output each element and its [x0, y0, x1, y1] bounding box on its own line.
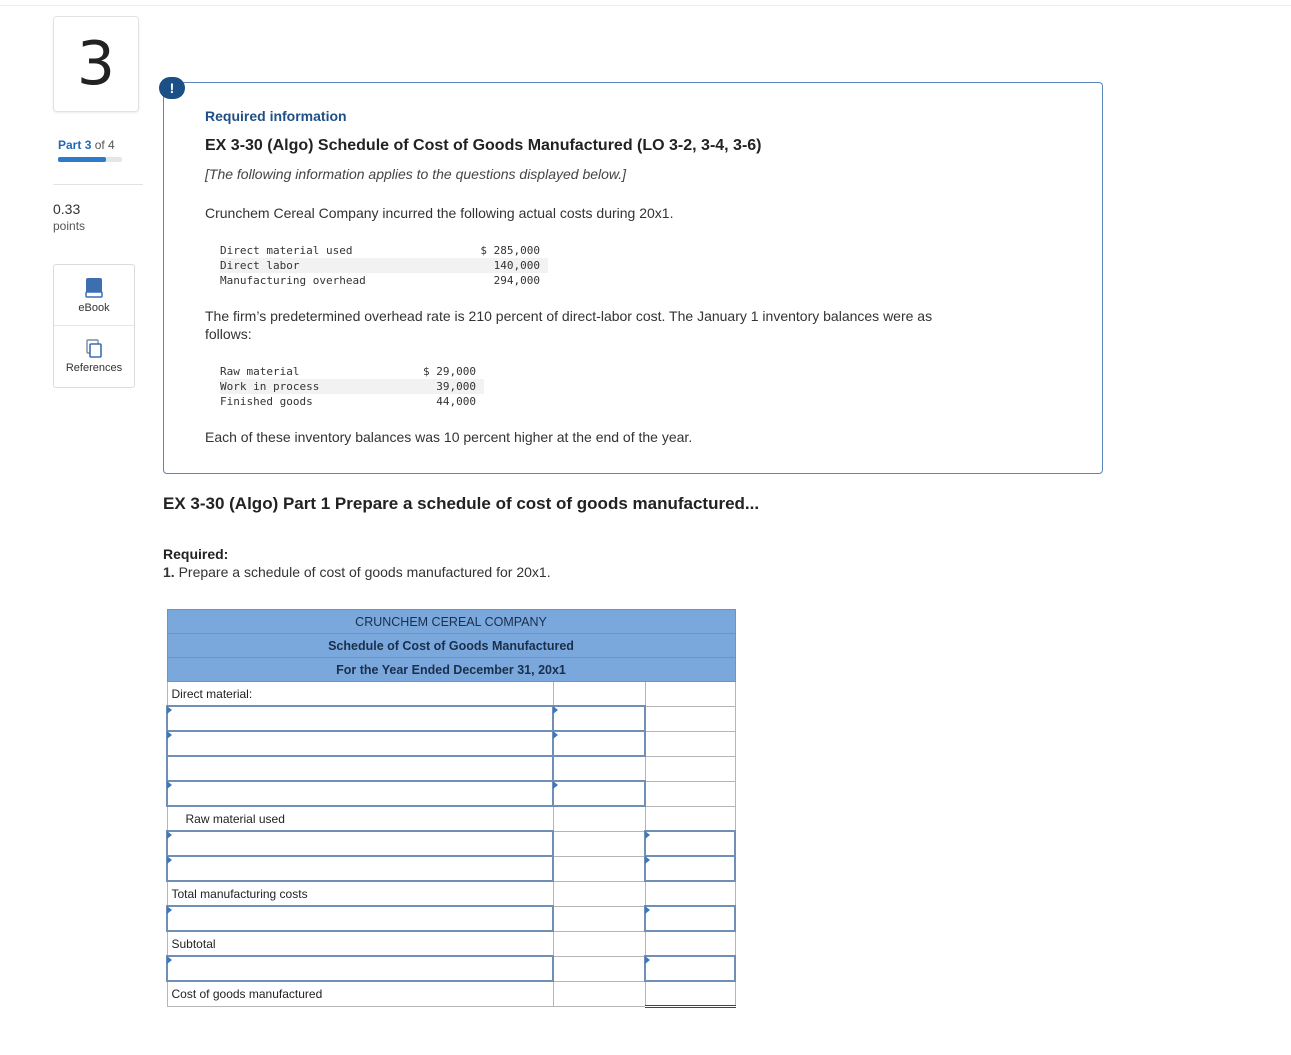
part-word: Part [58, 138, 82, 152]
header-row [167, 610, 735, 634]
cogm-schedule-table [166, 609, 736, 1008]
empty-cell [553, 806, 645, 831]
references-label: References [65, 362, 123, 374]
dropdown-arrow-icon [167, 781, 172, 789]
tools-panel [53, 264, 135, 388]
part-title: EX 3-30 (Algo) Part 1 Prepare a schedule of cost of goods manufactured... [163, 494, 760, 513]
wip-amount-input-1[interactable] [645, 906, 735, 931]
dropdown-arrow-icon [645, 831, 650, 839]
wip-label-input-1[interactable] [167, 906, 553, 931]
empty-cell [645, 731, 735, 756]
dropdown-arrow-icon [167, 906, 172, 914]
company-name: CRUNCHEM CEREAL COMPANY [167, 610, 735, 634]
inventory-value: 39,000 [410, 379, 484, 394]
wip-amount-field-1[interactable] [646, 907, 734, 930]
dm-label-input-3[interactable] [167, 756, 553, 781]
dm-amount-field-4[interactable] [554, 782, 644, 805]
cost-amount-field-1[interactable] [646, 832, 734, 855]
dm-label-input-2[interactable] [167, 731, 553, 756]
wip-amount-field-2[interactable] [646, 957, 734, 980]
dm-label-field-2[interactable] [168, 732, 552, 755]
table-row [167, 731, 735, 756]
wip-label-field-1[interactable] [168, 907, 552, 930]
empty-cell [553, 756, 645, 781]
table-row [167, 781, 735, 806]
ebook-label: eBook [78, 302, 110, 314]
cost-amount-field-2[interactable] [646, 857, 734, 880]
empty-cell [645, 881, 735, 906]
part-indicator [58, 138, 115, 152]
schedule-period: For the Year Ended December 31, 20x1 [167, 658, 735, 682]
intro-text: Crunchem Cereal Company incurred the following actual costs during 20x1. [205, 205, 674, 221]
header-row [167, 634, 735, 658]
part-of: of 4 [94, 138, 115, 152]
empty-cell [553, 981, 645, 1007]
cogm-total-cell [645, 981, 735, 1007]
table-row [167, 956, 735, 981]
dropdown-arrow-icon [645, 856, 650, 864]
cost-label: Direct material used [220, 244, 353, 257]
dropdown-arrow-icon [645, 956, 650, 964]
alert-icon: ! [159, 77, 185, 99]
table-row [167, 931, 735, 956]
dropdown-arrow-icon [645, 906, 650, 914]
table-row [167, 856, 735, 881]
inventory-label: Work in process [220, 379, 410, 394]
references-button[interactable] [54, 335, 134, 374]
tools-divider [54, 325, 134, 326]
direct-material-label: Direct material: [167, 682, 553, 707]
applies-note: [The following information applies to the questions displayed below.] [205, 166, 627, 182]
book-icon [85, 277, 103, 299]
cost-of-goods-manufactured-label: Cost of goods manufactured [167, 981, 553, 1007]
table-row [167, 682, 735, 707]
cost-value: $ 285,000 [480, 244, 540, 257]
empty-cell [553, 906, 645, 931]
question-number: 3 [53, 16, 139, 112]
cost-label-field-1[interactable] [168, 832, 552, 855]
empty-cell [645, 806, 735, 831]
inventory-balances-table [220, 364, 484, 409]
part-progress-bar [58, 157, 122, 162]
cost-label-field-2[interactable] [168, 857, 552, 880]
inventory-value: 44,000 [436, 395, 476, 408]
dropdown-arrow-icon [167, 831, 172, 839]
dm-label-field-4[interactable] [168, 782, 552, 805]
subtotal-label: Subtotal [167, 931, 553, 956]
requirement-number: 1. [163, 564, 175, 580]
empty-cell [553, 956, 645, 981]
dropdown-arrow-icon [553, 731, 558, 739]
documents-icon [85, 339, 103, 359]
table-row [167, 981, 735, 1007]
required-information-heading: Required information [205, 108, 347, 124]
empty-cell [553, 931, 645, 956]
cost-label-input-1[interactable] [167, 831, 553, 856]
empty-cell [645, 706, 735, 731]
top-divider [0, 5, 1291, 6]
requirement-text: Prepare a schedule of cost of goods manufactured for 20x1. [178, 564, 551, 580]
exercise-title: EX 3-30 (Algo) Schedule of Cost of Goods Manufactured (LO 3-2, 3-4, 3-6) [205, 137, 762, 154]
dropdown-arrow-icon [167, 731, 172, 739]
ebook-button[interactable] [54, 273, 134, 314]
cost-value: 294,000 [493, 274, 540, 287]
empty-cell [553, 856, 645, 881]
dropdown-arrow-icon [167, 856, 172, 864]
header-row [167, 658, 735, 682]
dm-amount-field-2[interactable] [554, 732, 644, 755]
closing-text: Each of these inventory balances was 10 percent higher at the end of the year. [205, 429, 693, 445]
table-row [167, 806, 735, 831]
cost-label: Manufacturing overhead [220, 274, 366, 287]
dm-amount-input-1[interactable] [553, 706, 645, 731]
cost-label: Direct labor [220, 258, 470, 273]
overhead-text-line2: follows: [205, 326, 252, 342]
wip-label-input-2[interactable] [167, 956, 553, 981]
inventory-row [220, 394, 484, 409]
part-progress-fill [58, 157, 106, 162]
empty-cell [645, 781, 735, 806]
empty-cell [553, 831, 645, 856]
cost-label-input-2[interactable] [167, 856, 553, 881]
dm-amount-input-2[interactable] [553, 731, 645, 756]
dm-label-input-1[interactable] [167, 706, 553, 731]
wip-amount-input-2[interactable] [645, 956, 735, 981]
dm-label-field-3[interactable] [168, 757, 552, 780]
dropdown-arrow-icon [553, 781, 558, 789]
cost-row [220, 258, 548, 273]
cost-amount-input-2[interactable] [645, 856, 735, 881]
dm-amount-field-1[interactable] [554, 707, 644, 730]
cost-row [220, 243, 548, 258]
wip-label-field-2[interactable] [168, 957, 552, 980]
points-label: points [53, 219, 86, 233]
table-row [167, 831, 735, 856]
empty-cell [553, 682, 645, 707]
cost-row [220, 273, 548, 288]
total-manufacturing-costs-label: Total manufacturing costs [167, 881, 553, 906]
schedule-title: Schedule of Cost of Goods Manufactured [167, 634, 735, 658]
inventory-label: Raw material [220, 365, 300, 378]
inventory-row [220, 379, 484, 394]
cost-amount-input-1[interactable] [645, 831, 735, 856]
part-current: 3 [84, 138, 92, 152]
dm-amount-input-4[interactable] [553, 781, 645, 806]
dropdown-arrow-icon [553, 706, 558, 714]
dropdown-arrow-icon [167, 956, 172, 964]
empty-cell [553, 881, 645, 906]
requirement-1 [163, 564, 551, 580]
overhead-text-line1: The firm’s predetermined overhead rate is 210 percent of direct-labor cost. The January 1 inventory balances were as [205, 308, 933, 324]
table-row [167, 881, 735, 906]
inventory-label: Finished goods [220, 395, 313, 408]
table-row [167, 906, 735, 931]
inventory-value: $ 29,000 [423, 365, 476, 378]
table-row [167, 706, 735, 731]
rail-divider [53, 184, 143, 185]
empty-cell [645, 756, 735, 781]
empty-cell [645, 931, 735, 956]
table-row [167, 756, 735, 781]
cost-value: 140,000 [470, 258, 548, 273]
raw-material-used-label: Raw material used [167, 806, 553, 831]
inventory-row [220, 364, 484, 379]
dm-label-field-1[interactable] [168, 707, 552, 730]
empty-cell [645, 682, 735, 707]
actual-costs-table [220, 243, 548, 288]
dropdown-arrow-icon [167, 706, 172, 714]
points-value: 0.33 [53, 201, 81, 217]
required-label: Required: [163, 546, 229, 562]
dm-label-input-4[interactable] [167, 781, 553, 806]
